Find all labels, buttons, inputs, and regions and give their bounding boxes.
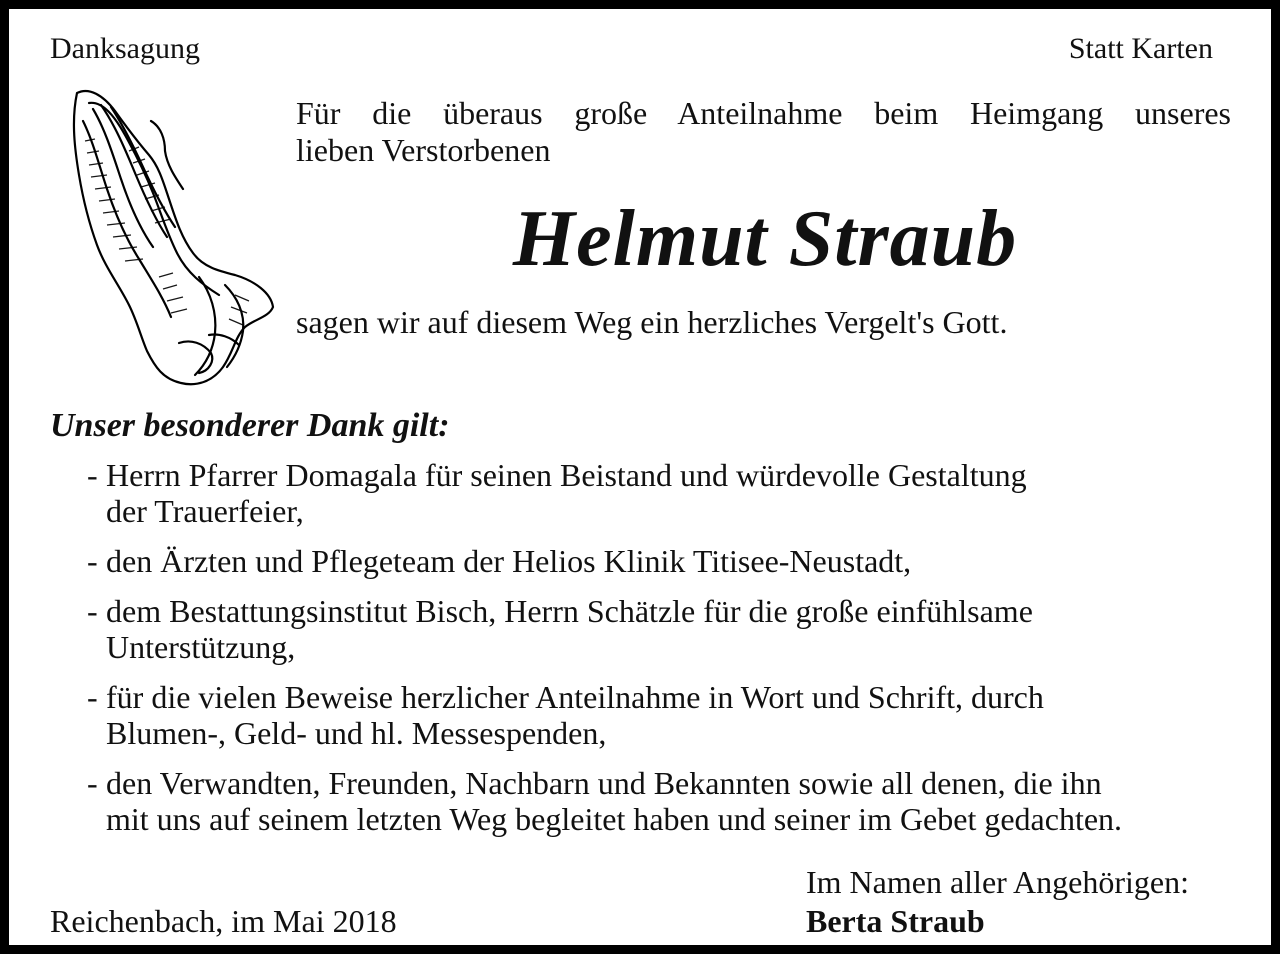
list-dash: - [87,593,98,629]
list-item-line: Herrn Pfarrer Domagala für seinen Beistand und würdevolle Gestaltung [106,457,1027,493]
special-thanks-list [87,457,1237,851]
place-date: Reichenbach, im Mai 2018 [50,903,397,939]
special-thanks-heading: Unser besonderer Dank gilt: [50,407,450,444]
deceased-name: Helmut Straub [512,195,1018,283]
list-item [87,593,1237,665]
list-item-line: den Verwandten, Freunden, Nachbarn und Bekannten sowie all denen, die ihn [106,765,1102,801]
list-item [87,679,1237,751]
list-dash: - [87,679,98,715]
list-item-line: Unterstützung, [106,629,296,665]
signer-name: Berta Straub [806,903,985,939]
list-dash: - [87,543,98,579]
list-item-line: Blumen-, Geld- und hl. Messespenden, [106,715,607,751]
list-item-line: mit uns auf seinem letzten Weg begleitet haben und seiner im Gebet gedachten. [106,801,1123,837]
list-item [87,457,1237,529]
list-item [87,765,1237,837]
list-item-line: dem Bestattungsinstitut Bisch, Herrn Schätzle für die große einfühlsame [106,593,1033,629]
notice-type-label: Danksagung [50,32,200,65]
closing-phrase: Im Namen aller Angehörigen: [806,864,1189,900]
intro-line-1: Für die überaus große Anteilnahme beim Heimgang unseres [296,95,1231,131]
intro-line-2: lieben Verstorbenen [296,132,551,168]
thanks-line: sagen wir auf diesem Weg ein herzliches Vergelt's Gott. [296,304,1008,340]
list-item-line: den Ärzten und Pflegeteam der Helios Klinik Titisee-Neustadt, [106,543,912,579]
notice-note-label: Statt Karten [1068,32,1213,65]
list-item [87,543,1237,579]
list-item-line: für die vielen Beweise herzlicher Anteilnahme in Wort und Schrift, durch [106,679,1044,715]
list-dash: - [87,765,98,801]
intro-paragraph [296,95,1231,169]
list-item-line: der Trauerfeier, [106,493,304,529]
list-dash: - [87,457,98,493]
